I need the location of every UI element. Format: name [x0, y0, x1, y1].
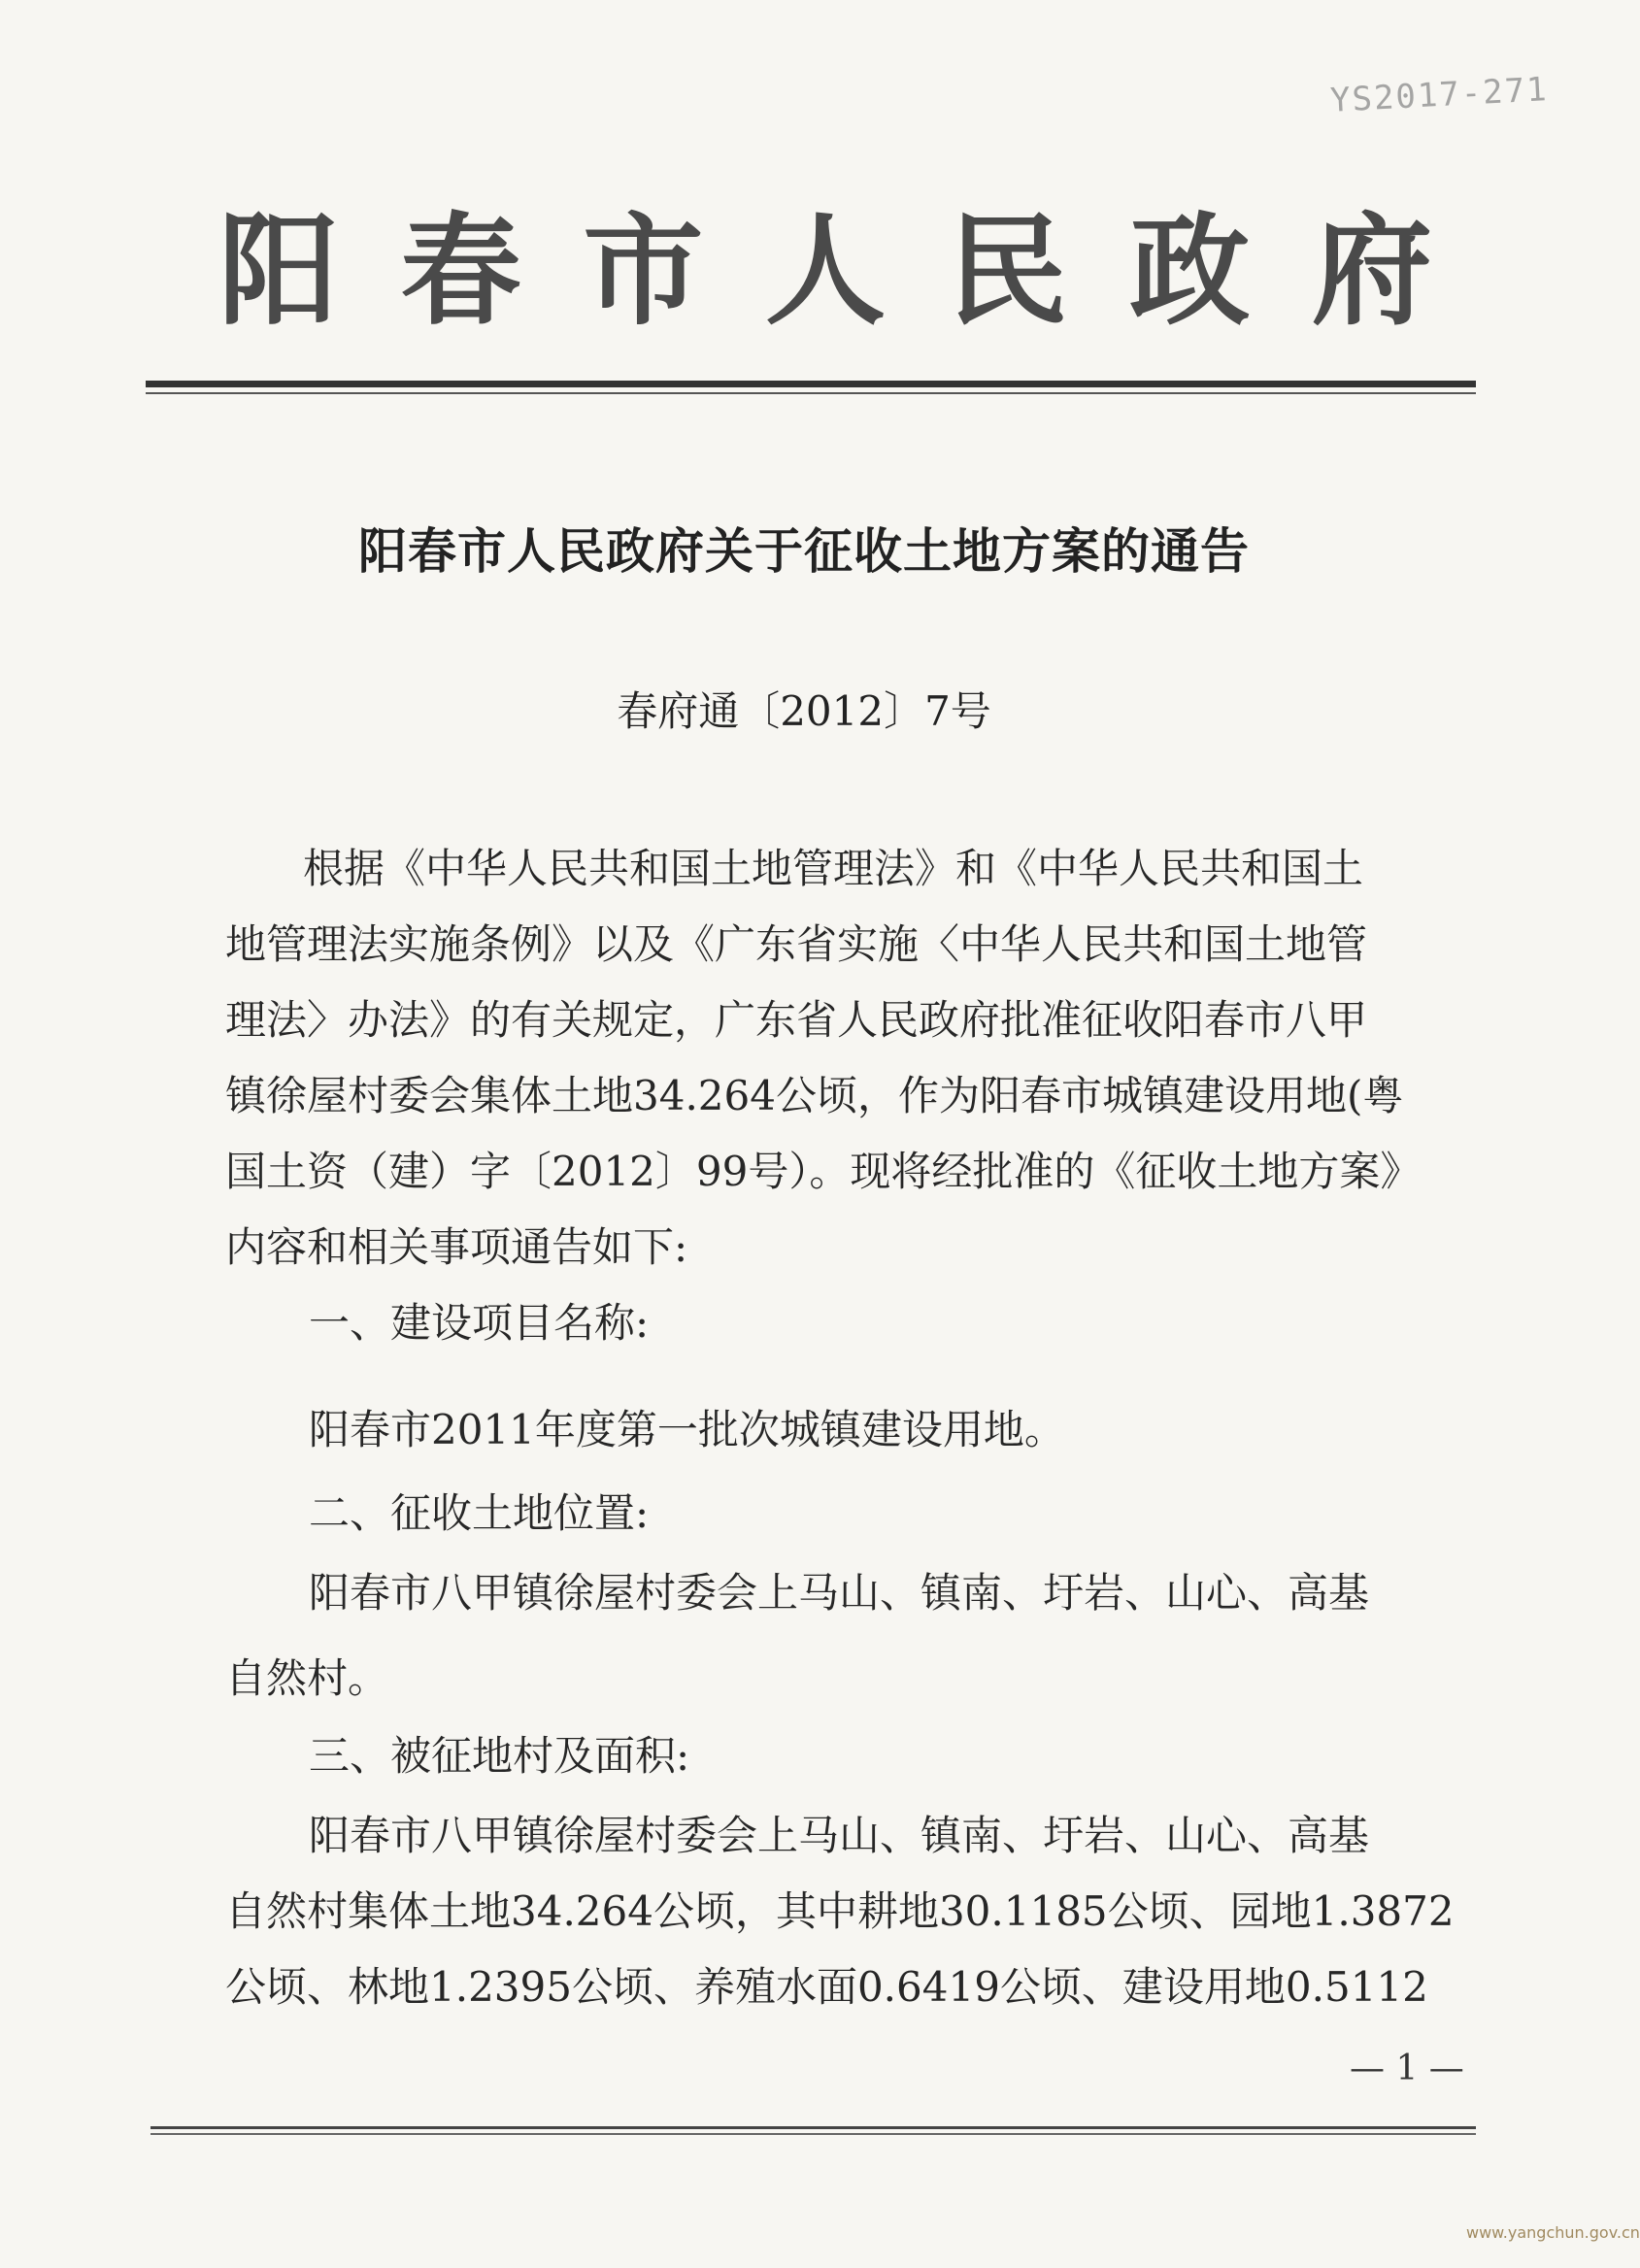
- body-line: 镇徐屋村委会集体土地34.264公顷，作为阳春市城镇建设用地(粤: [225, 1072, 1404, 1119]
- body-line: 内容和相关事项通告如下:: [225, 1223, 688, 1271]
- body-line: 地管理法实施条例》以及《广东省实施〈中华人民共和国土地管: [225, 920, 1368, 968]
- handwritten-note: YS2017-271: [1329, 70, 1550, 120]
- body-line: 根据《中华人民共和国土地管理法》和《中华人民共和国土: [303, 845, 1364, 892]
- site-watermark: www.yangchun.gov.cn: [1466, 2223, 1640, 2242]
- body-line: 自然村集体土地34.264公顷，其中耕地30.1185公顷、园地1.3872: [225, 1887, 1455, 1935]
- body-line: 国土资（建）字〔2012〕99号）。现将经批准的《征收土地方案》: [225, 1148, 1422, 1195]
- page-number: — 1 —: [1350, 2049, 1464, 2088]
- issuer-header: [218, 199, 1432, 345]
- body-line: 阳春市八甲镇徐屋村委会上马山、镇南、圩岩、山心、高基: [309, 1569, 1370, 1617]
- document-title: 阳春市人民政府关于征收土地方案的通告: [358, 522, 1250, 580]
- footer-rule: [151, 2126, 1476, 2129]
- header-char: 市: [583, 201, 704, 342]
- body-line: 自然村。: [225, 1654, 389, 1702]
- footer-rule-thin: [151, 2133, 1476, 2135]
- body-line: 阳春市2011年度第一批次城镇建设用地。: [309, 1406, 1065, 1453]
- header-char: 府: [1311, 201, 1432, 342]
- header-rule: [146, 381, 1476, 387]
- header-char: 民: [947, 201, 1068, 342]
- header-char: 人: [764, 201, 886, 342]
- document-number: 春府通〔2012〕7号: [617, 687, 991, 735]
- header-char: 春: [400, 201, 521, 342]
- body-line: 理法〉办法》的有关规定，广东省人民政府批准征收阳春市八甲: [225, 996, 1368, 1044]
- body-line: 阳春市八甲镇徐屋村委会上马山、镇南、圩岩、山心、高基: [309, 1812, 1370, 1859]
- header-rule-thin: [146, 392, 1476, 394]
- header-char: 政: [1129, 201, 1251, 342]
- section-heading: 三、被征地村及面积:: [309, 1732, 690, 1780]
- section-heading: 二、征收土地位置:: [309, 1489, 650, 1537]
- header-char: 阳: [218, 201, 340, 342]
- section-heading: 一、建设项目名称:: [309, 1299, 650, 1347]
- body-line: 公顷、林地1.2395公顷、养殖水面0.6419公顷、建设用地0.5112: [225, 1963, 1428, 2011]
